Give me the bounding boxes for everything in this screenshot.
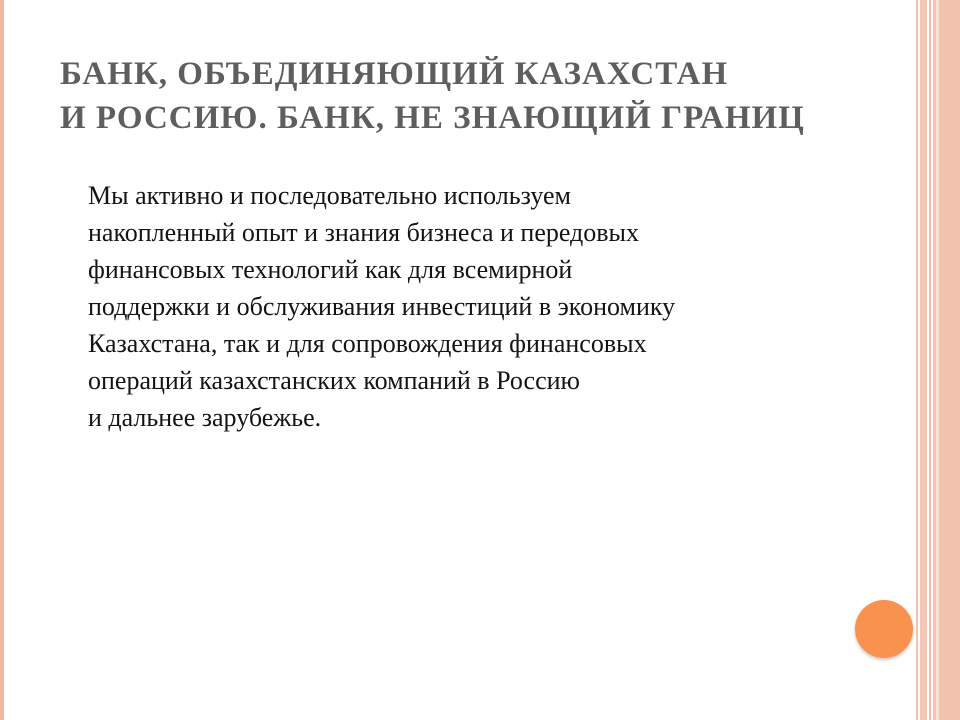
slide-body-text: Мы активно и последовательно используем накопленный опыт и знания бизнеса и передовых финансовых технологий как для всемирной поддержки и обслуживания инвестиций в экономику Казахстана, так и для сопровождения финансовых операций казахстанских компаний в Россию и дальнее зарубежье. (88, 181, 676, 432)
stripe-3 (929, 0, 931, 720)
orange-circle-icon (855, 600, 913, 658)
slide-title: БАНК, ОБЪЕДИНЯЮЩИЙ КАЗАХСТАН И РОССИЮ. БАНК, НЕ ЗНАЮЩИЙ ГРАНИЦ (60, 56, 805, 136)
left-border-decoration (0, 0, 4, 720)
stripe-1 (916, 0, 918, 720)
stripe-2 (920, 0, 927, 720)
right-stripes-decoration (916, 0, 960, 720)
stripe-5 (936, 0, 939, 720)
